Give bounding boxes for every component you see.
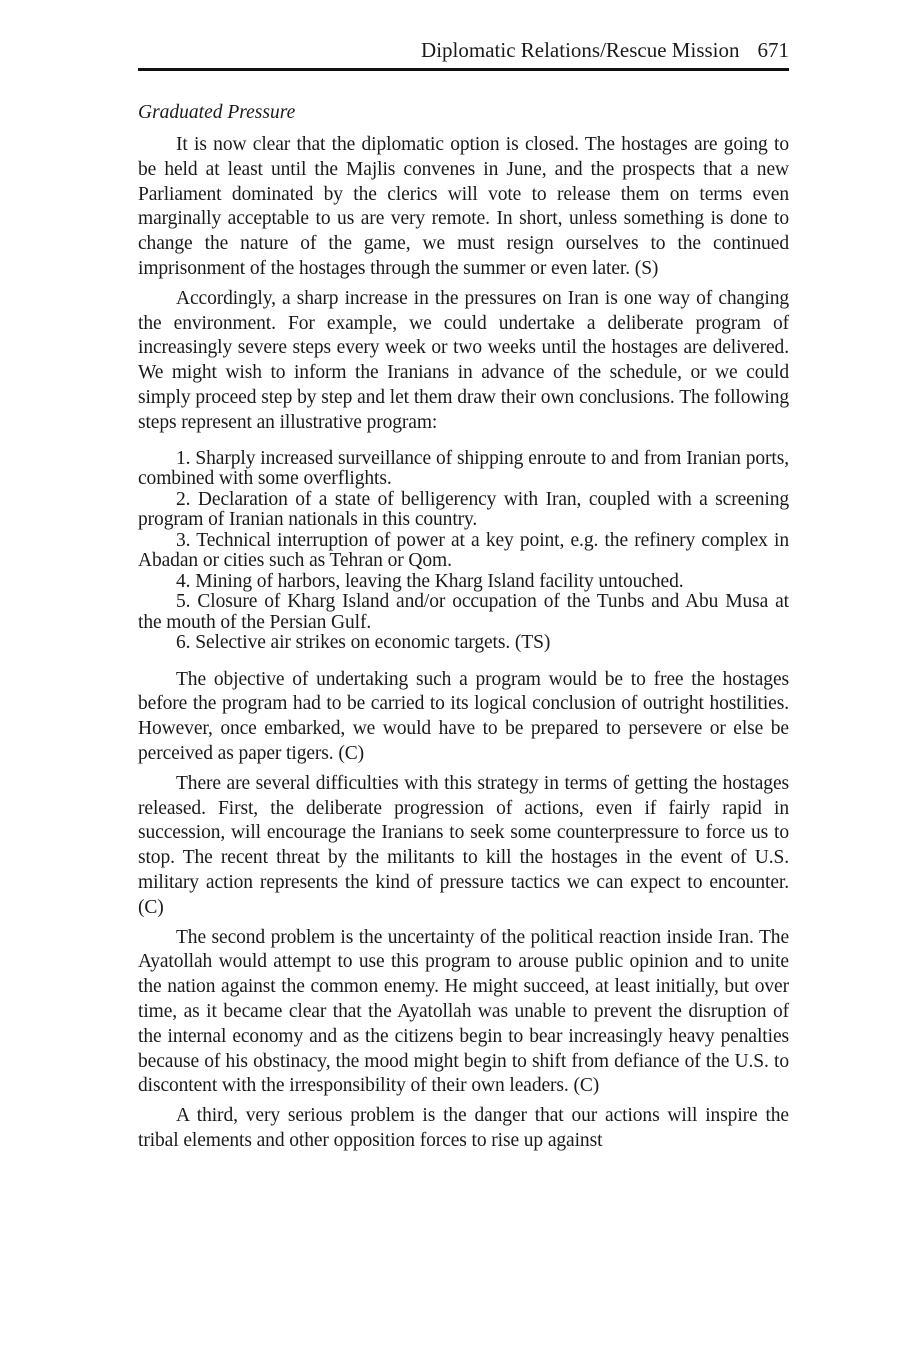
list-item: 6. Selective air strikes on economic targets. (TS) bbox=[176, 632, 551, 654]
list-item: 2. Declaration of a state of belligerency with Iran, coupled with a screening program of Iranian nationals in this country. bbox=[138, 488, 789, 531]
paragraph: It is now clear that the diplomatic option is closed. The hostages are going to be held at least until the Majlis convenes in June, and the prospects that a new Parliament dominated by the clerics will vote to release them on terms even marginally acceptable to us are very remote. In short, unless something is done to change the nature of the game, we must resign ourselves to the continued imprisonment of the hostages through the summer or even later. (S) bbox=[138, 134, 789, 279]
page-number: 671 bbox=[757, 38, 789, 62]
list-item: 5. Closure of Kharg Island and/or occupation of the Tunbs and Abu Musa at the mouth of the Persian Gulf. bbox=[138, 591, 789, 633]
steps-list bbox=[138, 449, 789, 654]
paragraph: Accordingly, a sharp increase in the pressures on Iran is one way of changing the environment. For example, we could undertake a deliberate program of increasingly severe steps every week or two weeks until the hostages are delivered. We might wish to inform the Iranians in advance of the schedule, or we could simply proceed step by step and let them draw their own conclusions. The following steps represent an illustrative program: bbox=[138, 287, 789, 433]
document-body bbox=[138, 100, 789, 1159]
header-rule bbox=[138, 68, 789, 71]
section-heading: Graduated Pressure bbox=[138, 102, 296, 123]
running-head bbox=[421, 36, 789, 64]
paragraph: The objective of undertaking such a program would be to free the hostages before the program had to be carried to its logical conclusion of outright hostilities. However, once embarked, we would have to be prepared to persevere or else be perceived as paper tigers. (C) bbox=[138, 668, 789, 764]
paragraph: A third, very serious problem is the danger that our actions will inspire the tribal elements and other opposition forces to rise up against bbox=[138, 1105, 789, 1151]
running-head-title: Diplomatic Relations/Rescue Mission bbox=[421, 38, 740, 62]
list-item: 1. Sharply increased surveillance of shipping enroute to and from Iranian ports, combined with some overflights. bbox=[138, 447, 789, 490]
list-item: 3. Technical interruption of power at a key point, e.g. the refinery complex in Abadan or cities such as Tehran or Qom. bbox=[138, 529, 789, 572]
paragraph: The second problem is the uncertainty of the political reaction inside Iran. The Ayatollah would attempt to use this program to arouse public opinion and to unite the nation against the common enemy. He might succeed, at least initially, but over time, as it became clear that the Ayatollah was unable to prevent the disruption of the internal economy and as the citizens begin to bear increasingly heavy penalties because of his obstinacy, the mood might begin to shift from defiance of the U.S. to discontent with the irresponsibility of their own leaders. (C) bbox=[138, 926, 789, 1097]
paragraph: There are several difficulties with this strategy in terms of getting the hostages released. First, the deliberate progression of actions, even if fairly rapid in succession, will encourage the Iranians to seek some counterpressure to force us to stop. The recent threat by the militants to kill the hostages in the event of U.S. military action represents the kind of pressure tactics we can expect to encounter. (C) bbox=[138, 772, 789, 918]
list-item: 4. Mining of harbors, leaving the Kharg Island facility untouched. bbox=[176, 570, 684, 592]
